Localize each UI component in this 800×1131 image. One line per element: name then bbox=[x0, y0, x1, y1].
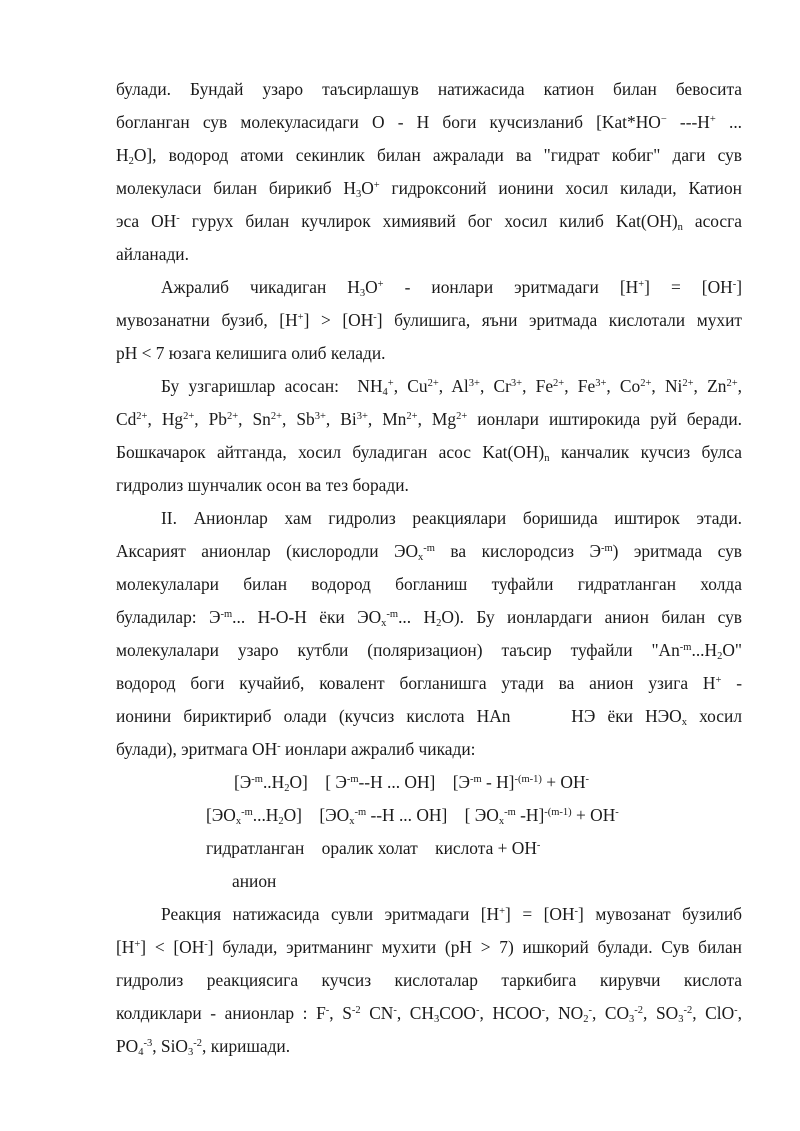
scheme-line-2: $[ЭO_x^{-m}...H_2O]$ [$ЭO_x^{-m}$ --H ... OH] [ $ЭO_x^{-m}$ -H]$^{-(m-1)}$ + OH- bbox=[206, 805, 619, 827]
scheme-line-4: анион bbox=[232, 871, 277, 891]
p4-line-8: булади), эритмага OH- ионлари ажралиб чикади: bbox=[116, 739, 476, 759]
p3-line-4: гидролиз шунчалик осон ва тез боради. bbox=[116, 475, 409, 495]
p1-line-3: $H_2O$], водород атоми секинлик билан ажралади ва "гидрат кобиг" даги сув bbox=[116, 145, 742, 167]
p3-line-2: $Cd^{2+}$, $Hg^{2+}$, $Pb^{2+}$, $Sn^{2+}$, $Sb^{3+}$, $Bi^{3+}$, $Mn^{2+}$, $Mg^{2+}$ ионлари иштирокида руй беради. bbox=[116, 409, 743, 429]
p4-line-3: молекулалари билан водород богланиш туфайли гидратланган холда bbox=[116, 574, 742, 594]
p3-line-1: Бу узгаришлар асосан: $NH_4^+$, $Cu^{2+}$, $Al^{3+}$, $Cr^{3+}$, $Fe^{2+}$, $Fe^{3+}$, $Co^{2+}$, $Ni^{2+}$, $Zn^{2+}$, bbox=[161, 376, 742, 398]
scheme-line-3: гидратланган оралик холат кислота + OH- bbox=[206, 838, 541, 858]
p5-line-3: гидролиз реакциясига кучсиз кислоталар таркибига кирувчи кислота bbox=[116, 970, 742, 990]
p2-line-1: Ажралиб чикадиган $H_3O^+$ - ионлари эритмадаги [H+] = [OH-] bbox=[161, 277, 742, 299]
p3-line-3: Бошкачарок айтганда, хосил буладиган асос $Kat(OH)_n$ канчалик кучсиз булса bbox=[116, 442, 742, 464]
p4-line-4: буладилар: $Э^{-m}$... H-O-H ёки $ЭO_x^{-m}$... $H_2O$). Бу ионлардаги анион билан сув bbox=[116, 607, 742, 629]
p1-line-2: богланган сув молекуласидаги О - Н боги кучсизланиб [Kat*HO− ---H+ ... bbox=[116, 112, 743, 132]
scheme-line-1: $[Э^{-m}..H_2O]$ [ $Э^{-m}--H$ ... OH] $[Э^{-m} - H]^{-(m-1)} + OH^-$ bbox=[234, 772, 590, 794]
p5-line-2: [H+] < [OH-] булади, эритманинг мухити (pH > 7) ишкорий булади. Сув билан bbox=[116, 937, 742, 957]
p5-line-4: колдиклари - анионлар : F-, $S^{-2}$ CN-, $CH_3COO^-$, HCOO-, $NO_2^-$, $CO_3^{-2}$, $SO_3^{-2}$, ClO-, bbox=[116, 1003, 742, 1025]
p2-line-3: pH < 7 юзага келишига олиб келади. bbox=[116, 343, 386, 363]
p1-line-6: айланади. bbox=[116, 244, 189, 264]
p4-line-7: ионини бириктириб олади (кучсиз кислота HAn НЭ ёки $HЭO_x$ хосил bbox=[116, 706, 742, 728]
p1-line-1: булади. Бундай узаро таъсирлашув натижасида катион билан бевосита bbox=[116, 79, 742, 99]
p4-line-1: II. Анионлар хам гидролиз реакциялари боришида иштирок этади. bbox=[161, 508, 742, 528]
p4-line-5: молекулалари узаро кутбли (поляризацион) таъсир туфайли "$An^{-m}...H_2O$" bbox=[116, 640, 742, 662]
p5-line-1: Реакция натижасида сувли эритмадаги [H+] = [OH-] мувозанат бузилиб bbox=[161, 904, 742, 924]
p2-line-2: мувозанатни бузиб, [H+] > [OH-] булишига, яъни эритмада кислотали мухит bbox=[116, 310, 742, 330]
p5-line-5: $PO_4^{-3}$, SiO$_3^{-2}$, киришади. bbox=[116, 1036, 291, 1058]
p1-line-4: молекуласи билан бирикиб $H_3O^+$ гидроксоний ионини хосил килади, Катион bbox=[116, 178, 742, 200]
p4-line-6: водород боги кучайиб, ковалент богланишга утади ва анион узига H+ - bbox=[116, 673, 743, 693]
p4-line-2: Аксарият анионлар (кислородли $ЭO_x^{-m}$ ва кислородсиз $Э^{-m}$) эритмада сув bbox=[116, 541, 742, 563]
p1-line-5: эса OH- гурух билан кучлирок химиявий бог хосил килиб $Kat(OH)_n$ асосга bbox=[116, 211, 743, 233]
